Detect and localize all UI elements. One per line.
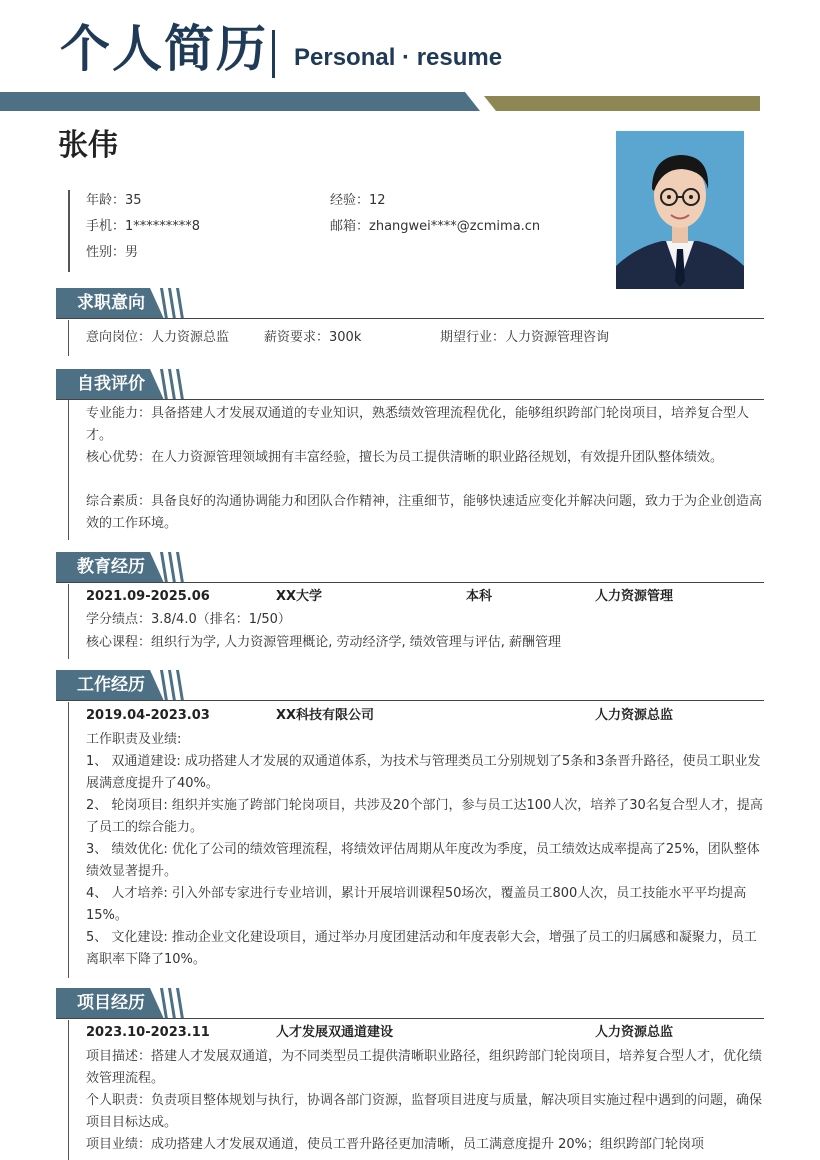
resume-title: 个人简历	[60, 20, 268, 78]
work-period: 2019.04-2023.03	[86, 708, 210, 723]
work-item: 3、 绩效优化: 优化了公司的绩效管理流程，将绩效评估周期从年度改为季度，员工绩效达成率提高了25%，团队整体绩效显著提升。	[86, 842, 760, 879]
section-header-education: 教育经历	[56, 552, 764, 584]
info-divider	[68, 190, 70, 272]
section-vline	[68, 320, 69, 356]
gender-row: 性别：男	[86, 245, 139, 260]
education-gpa: 学分绩点：3.8/4.0（排名：1/50）	[86, 612, 291, 627]
education-courses: 核心课程：组织行为学, 人力资源管理概论, 劳动经济学, 绩效管理与评估, 薪酬管理	[86, 635, 562, 650]
section-header-project: 项目经历	[56, 988, 764, 1020]
intention-industry: 期望行业：人力资源管理咨询	[440, 330, 610, 345]
title-divider	[272, 30, 275, 78]
project-achievement: 项目业绩：成功搭建人才发展双通道，使员工晋升路径更加清晰，员工满意度提升 20%；组织跨部门轮岗项	[86, 1137, 705, 1152]
work-item: 2、 轮岗项目: 组织并实施了跨部门轮岗项目，共涉及20个部门，参与员工达100人次，培养了30名复合型人才，提高了员工的综合能力。	[86, 798, 763, 835]
section-header-work: 工作经历	[56, 670, 764, 702]
experience-value: 12	[369, 193, 386, 208]
section-vline	[68, 400, 69, 540]
work-company: XX科技有限公司	[276, 708, 375, 723]
work-role: 人力资源总监	[595, 708, 674, 723]
work-intro: 工作职责及业绩:	[86, 732, 182, 747]
work-item: 5、 文化建设: 推动企业文化建设项目，通过举办月度团建活动和年度表彰大会，增强了员工的归属感和凝聚力，员工离职率下降了10%。	[86, 930, 757, 967]
resume-subtitle: Personal · resume	[294, 44, 503, 71]
header-band-left	[0, 92, 480, 111]
age-row: 年龄：35	[86, 193, 142, 208]
work-item: 4、 人才培养: 引入外部专家进行专业培训，累计开展培训课程50场次，覆盖员工800人次，员工技能水平平均提高15%。	[86, 886, 747, 923]
avatar-photo	[616, 131, 744, 289]
section-header-evaluation: 自我评价	[56, 369, 764, 401]
age-value: 35	[125, 193, 142, 208]
evaluation-strength: 核心优势：在人力资源管理领域拥有丰富经验，擅长为员工提供清晰的职业路径规划，有效提升团队整体绩效。	[86, 450, 724, 465]
project-period: 2023.10-2023.11	[86, 1025, 210, 1040]
work-item: 1、 双通道建设: 成功搭建人才发展的双通道体系，为技术与管理类员工分别规划了5条和3条晋升路径，使员工职业发展满意度提升了40%。	[86, 754, 761, 791]
intention-position: 意向岗位：人力资源总监	[86, 330, 230, 345]
portrait-illustration	[616, 131, 744, 289]
education-period: 2021.09-2025.06	[86, 589, 210, 604]
email-row: 邮箱：zhangwei****@zcmima.cn	[330, 219, 541, 234]
project-name: 人才发展双通道建设	[276, 1025, 394, 1040]
education-school: XX大学	[276, 589, 323, 604]
evaluation-quality: 综合素质：具备良好的沟通协调能力和团队合作精神，注重细节，能够快速适应变化并解决问题，致力于为企业创造高效的工作环境。	[86, 494, 763, 531]
email-value: zhangwei****@zcmima.cn	[369, 219, 541, 234]
header-band-right	[484, 96, 760, 111]
phone-value: 1*********8	[125, 219, 201, 234]
gender-value: 男	[125, 245, 139, 260]
evaluation-professional: 专业能力：具备搭建人才发展双通道的专业知识，熟悉绩效管理流程优化，能够组织跨部门轮岗项目，培养复合型人才。	[86, 406, 750, 443]
section-vline	[68, 1020, 69, 1160]
project-description: 项目描述：搭建人才发展双通道，为不同类型员工提供清晰职业路径，组织跨部门轮岗项目，培养复合型人才，优化绩效管理流程。	[86, 1049, 763, 1086]
candidate-name: 张伟	[58, 128, 118, 163]
education-degree: 本科	[466, 589, 493, 604]
project-responsibility: 个人职责：负责项目整体规划与执行，协调各部门资源，监督项目进度与质量，解决项目实施过程中遇到的问题，确保项目目标达成。	[86, 1093, 763, 1130]
section-header-intention: 求职意向	[56, 288, 764, 320]
education-major: 人力资源管理	[595, 589, 674, 604]
phone-row: 手机：1*********8	[86, 219, 201, 234]
experience-row: 经验：12	[330, 193, 386, 208]
intention-salary: 薪资要求：300k	[264, 330, 362, 345]
section-vline	[68, 584, 69, 659]
section-vline	[68, 702, 69, 978]
project-role: 人力资源总监	[595, 1025, 674, 1040]
